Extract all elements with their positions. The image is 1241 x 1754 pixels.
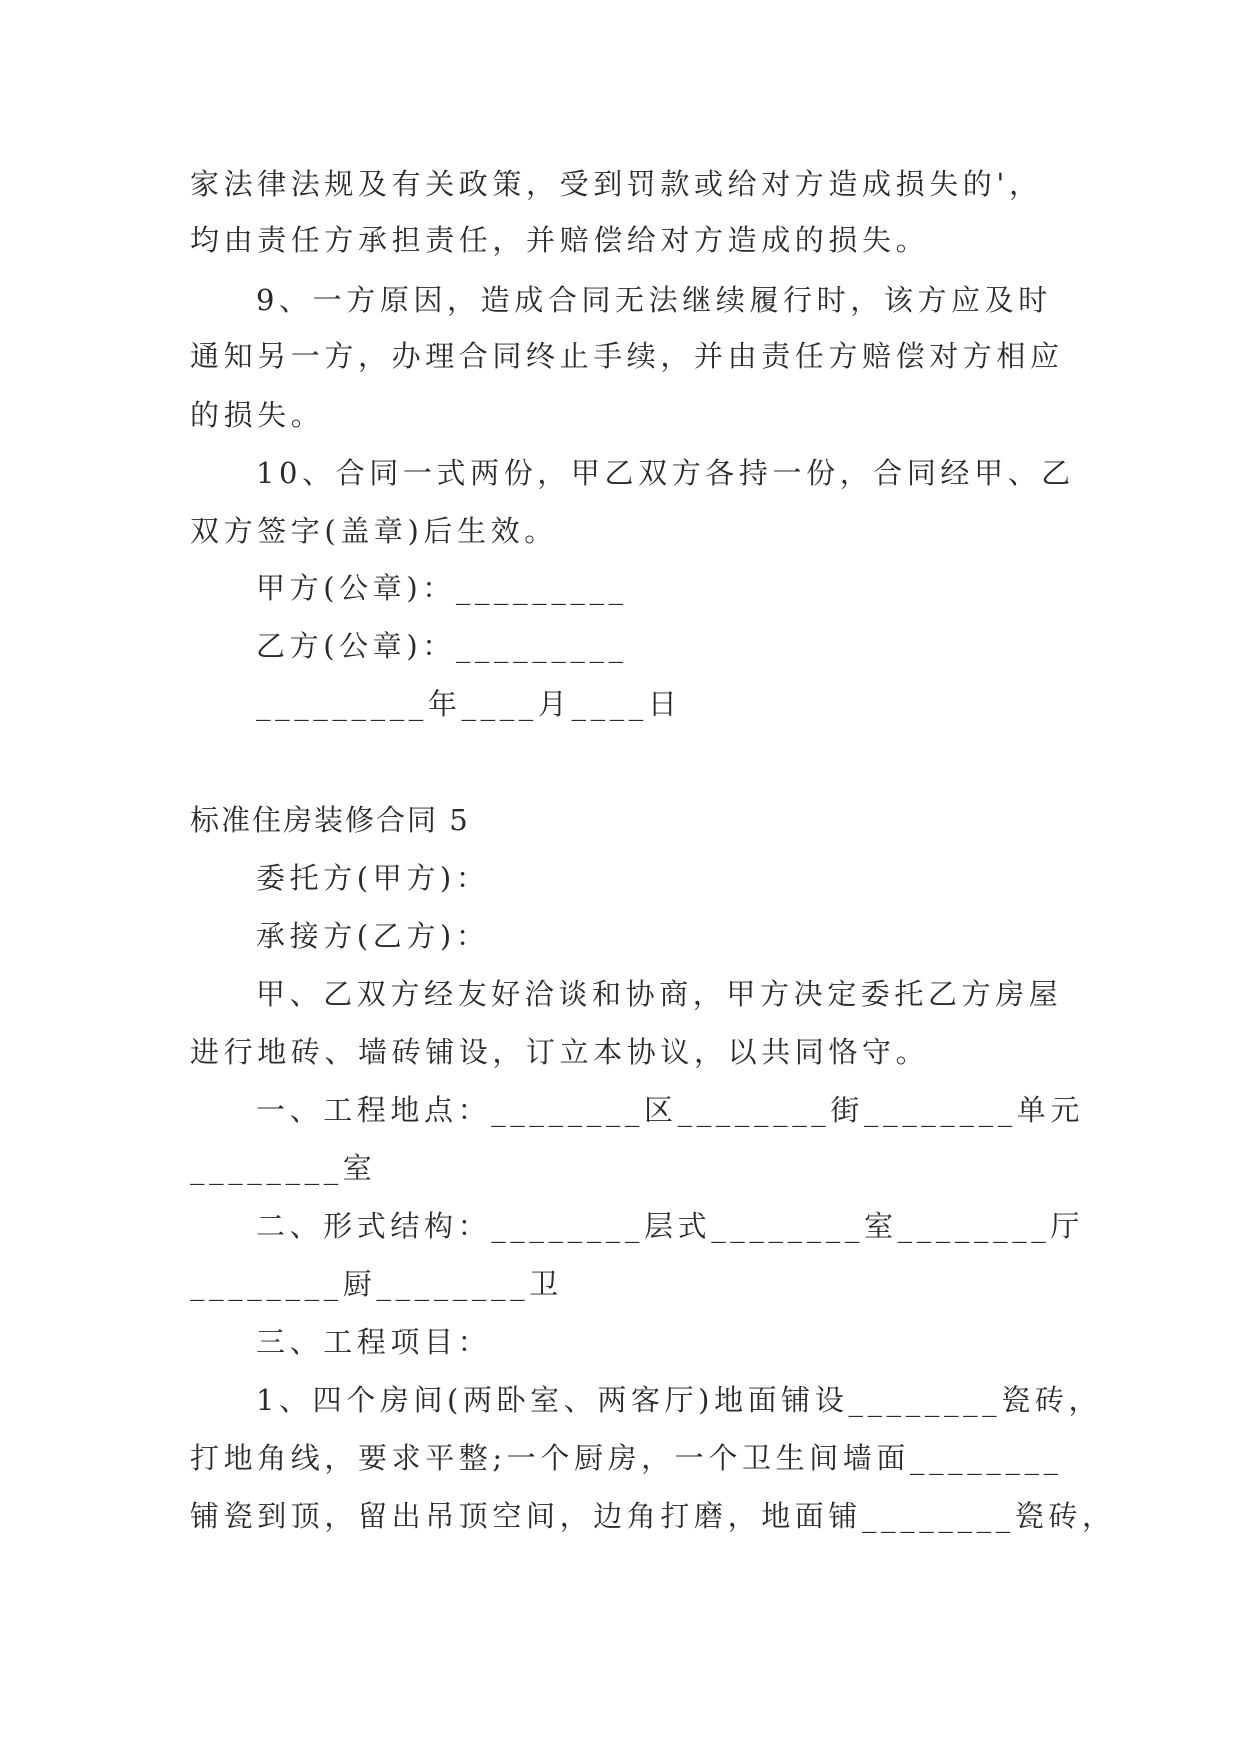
contractor-party-line: 承接方(乙方)： xyxy=(256,919,490,953)
clause-10: 10、合同一式两份，甲乙双方各持一份，合同经甲、乙 xyxy=(256,456,1075,490)
project-location-line: 一、工程地点：________区________街________单元 xyxy=(256,1093,1085,1127)
project-items-heading: 三、工程项目： xyxy=(256,1325,492,1359)
structure-line: 二、形式结构：________层式________室________厅 xyxy=(256,1209,1085,1243)
party-b-seal-line: 乙方(公章)：_________ xyxy=(256,629,628,663)
text-line: 甲、乙双方经友好洽谈和协商，甲方决定委托乙方房屋 xyxy=(256,977,1063,1011)
section-title: 标准住房装修合同 5 xyxy=(190,803,470,837)
text-line: 的损失。 xyxy=(190,398,325,432)
text-line: 均由责任方承担责任，并赔偿给对方造成的损失。 xyxy=(190,223,930,257)
text-line: ________室 xyxy=(190,1151,377,1185)
item-1-line: 1、四个房间(两卧室、两客厅)地面铺设________瓷砖， xyxy=(256,1383,1103,1417)
text-line: 铺瓷到顶，留出吊顶空间，边角打磨，地面铺________瓷砖， xyxy=(190,1499,1116,1533)
text-line: 双方签字(盖章)后生效。 xyxy=(190,514,558,548)
text-line: 打地角线，要求平整;一个厨房，一个卫生间墙面________ xyxy=(190,1441,1063,1475)
clause-9: 9、一方原因，造成合同无法继续履行时，该方应及时 xyxy=(256,283,1052,317)
date-line: _________年____月____日 xyxy=(256,687,682,721)
client-party-line: 委托方(甲方)： xyxy=(256,861,490,895)
text-line: 进行地砖、墙砖铺设，订立本协议，以共同恪守。 xyxy=(190,1035,930,1069)
text-line: 家法律法规及有关政策，受到罚款或给对方造成损失的'， xyxy=(190,167,1043,201)
text-line: ________厨________卫 xyxy=(190,1267,563,1301)
text-line: 通知另一方，办理合同终止手续，并由责任方赔偿对方相应 xyxy=(190,339,1064,373)
party-a-seal-line: 甲方(公章)：_________ xyxy=(256,571,628,605)
